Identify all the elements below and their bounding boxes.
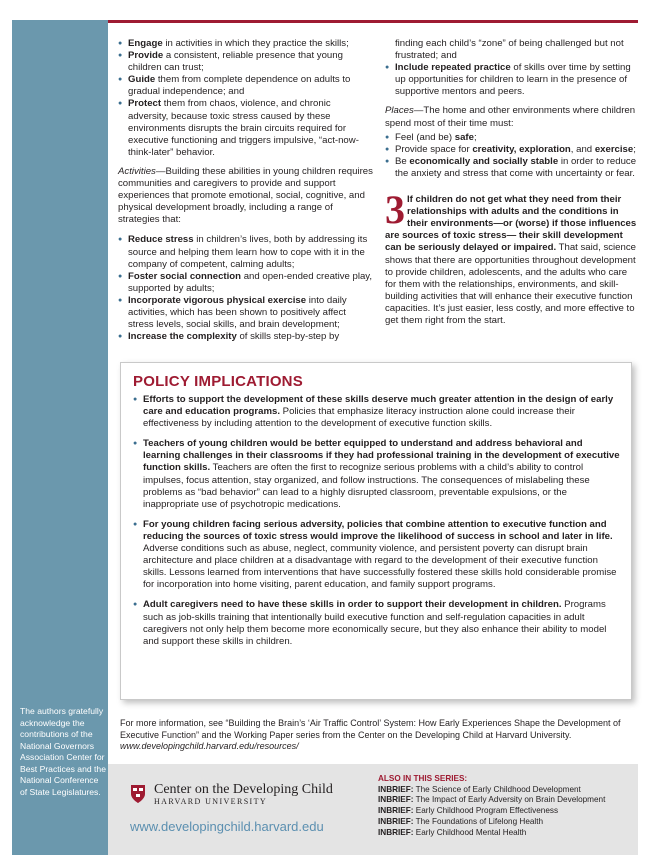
policy-item: ● For young children facing serious adversity, policies that combine attention to executive function and reducing the sources of toxic stress would improve the likelihood of success in school and later in life. Adverse conditions such as abuse, neglect, community violence, and persistent poverty can disrupt brain architecture and place children at a disadvantage with regard to the development of their executive function skills. Lessons learned from interventions that have successfully fostered these skills hold considerable promise for incorporation into home visiting, parent education, and family support programs. (133, 519, 621, 592)
more-info: For more information, see “Building the Brain’s ‘Air Traffic Control’ System: How Early Experiences Shape the Development of Executive Function” and the Working Paper series from the Center on the Developing Child at Harvard University. www.developingchild.harvard.edu/resources/ (120, 718, 621, 751)
list-item: ● Increase the complexity of skills step-by-step by (118, 331, 373, 343)
point-3-paragraph: 3 If children do not get what they need from their relationships with adults and the conditions in their environments—or (worse) if those influences are sources of toxic stress— their skill development can be seriously delayed or impaired. That said, science shows that there are opportunities throughout development to provide children, adolescents, and the adults who care for them with the relationships, environments, and skill-building activities that will enhance their executive function capacities. It’s just easier, less costly, and more effective to get them right from the start. (385, 187, 637, 326)
policy-item: ● Teachers of young children would be better equipped to understand and address behavioral and learning challenges in their classrooms if they had professional training in the development of executive function skills. Teachers are often the first to recognize serious problems with a child’s ability to control impulses, focus attention, stay organized, and follow instructions. The consequences of mislabeling these problems as “bad behavior” can lead to a highly disrupted classroom, preventable expulsions, or the inappropriate use of psychotropic medications. (133, 438, 621, 511)
policy-implications-box (120, 362, 632, 700)
series-item[interactable]: INBRIEF: The Science of Early Childhood Development (378, 784, 581, 794)
series-item[interactable]: INBRIEF: The Foundations of Lifelong Health (378, 816, 544, 826)
list-item: ● Be economically and socially stable in order to reduce the anxiety and stress that come with uncertainty or fear. (385, 156, 640, 180)
places-paragraph: Places—The home and other environments where children spend most of their time must: (385, 105, 636, 129)
center-name: Center on the Developing Child (154, 782, 333, 797)
top-rule (108, 20, 638, 23)
continuation-text: finding each child’s “zone” of being challenged but not frustrated; and (395, 38, 624, 62)
repeat-list (385, 62, 640, 98)
activities-paragraph: Activities—Building these abilities in young children requires communities and caregivers to provide and support experiences that promote emotional, social, cognitive, and physical development broadly, including a range of strategies that: (118, 165, 373, 226)
policy-item: ● Adult caregivers need to have these skills in order to support their development in children. Programs such as job-skills training that intentionally build executive function and self-regulation capacities in adult caregivers not only help them become more economically secure, but they also enhance their ability to model and support these skills in children. (133, 599, 621, 647)
series-item[interactable]: INBRIEF: The Impact of Early Adversity on Brain Development (378, 795, 606, 805)
list-item: ● Protect them from chaos, violence, and chronic adversity, because toxic stress caused by these environments disrupts the brain circuits required for executive functioning and triggers impulsive, “act-now-think-later” behavior. (118, 98, 373, 158)
resources-link[interactable]: www.developingchild.harvard.edu/resources/ (120, 741, 299, 751)
list-item: ● Include repeated practice of skills over time by setting up opportunities for children to learn in the presence of supportive mentors and peers. (385, 62, 640, 98)
list-item: ● Provide a consistent, reliable presence that young children can trust; (118, 50, 373, 74)
center-logo (130, 782, 333, 806)
list-item: ● Reduce stress in children’s lives, both by addressing its source and helping them learn how to cope with it in the company of competent, calming adults; (118, 234, 373, 270)
policy-item: ● Efforts to support the development of these skills deserve much greater attention in the design of early care and education programs. Policies that emphasize literacy instruction alone could increase their effectiveness by including attention to the development of executive function skills. (133, 394, 621, 430)
footer (108, 764, 638, 855)
list-item: ● Engage in activities in which they practice the skills; (118, 38, 373, 50)
list-item: ● Provide space for creativity, exploration, and exercise; (385, 144, 640, 156)
series-list (378, 774, 633, 838)
list-item: ● Incorporate vigorous physical exercise into daily activities, which has been shown to positively affect stress levels, social skills, and brain development; (118, 295, 373, 331)
list-item: ● Guide them from complete dependence on adults to gradual independence; and (118, 74, 373, 98)
series-item[interactable]: INBRIEF: Early Childhood Program Effectiveness (378, 806, 559, 816)
series-item[interactable]: INBRIEF: Early Childhood Mental Health (378, 827, 527, 837)
university-name: HARVARD UNIVERSITY (154, 797, 268, 806)
policy-heading: POLICY IMPLICATIONS (133, 373, 303, 390)
series-title: ALSO IN THIS SERIES: (378, 774, 468, 783)
harvard-shield-icon (130, 784, 146, 804)
policy-list (133, 394, 621, 648)
acknowledgement-note: The authors gratefully acknowledge the contributions of the National Governors Association Center for Best Practices and the National Conference of State Legislatures. (20, 706, 106, 797)
strategies-list (118, 234, 373, 343)
left-column (118, 38, 373, 350)
list-item: ● Feel (and be) safe; (385, 132, 640, 144)
drop-numeral: 3 (385, 187, 405, 233)
right-column (385, 38, 640, 327)
places-list (385, 132, 640, 180)
website-link[interactable]: www.developingchild.harvard.edu (130, 819, 324, 834)
list-item: ● Foster social connection and open-ended creative play, supported by adults; (118, 271, 373, 295)
engage-list (118, 38, 373, 159)
